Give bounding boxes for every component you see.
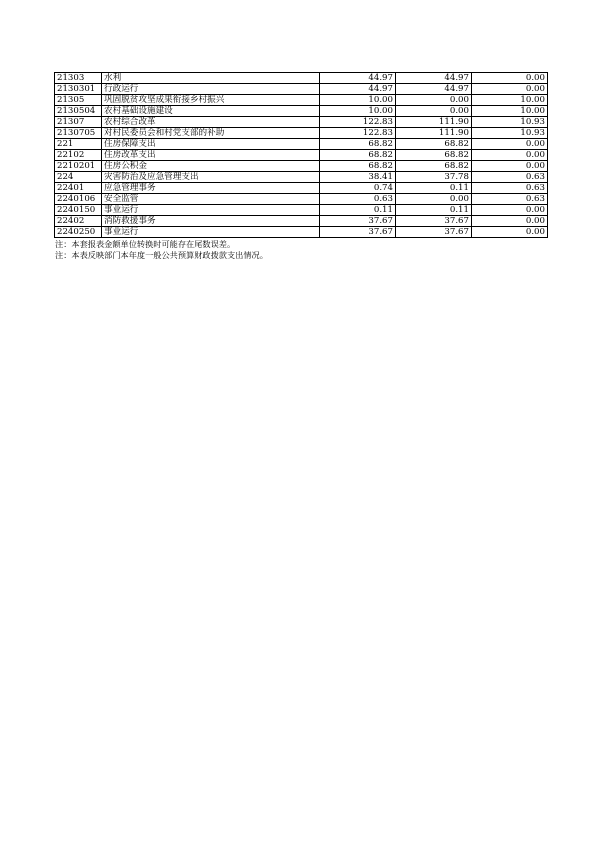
table-row (55, 84, 548, 95)
footnote-scope: 注：本表反映部门本年度一般公共预算财政拨款支出情况。 (55, 249, 268, 260)
subject-name-cell: 事业运行 (102, 227, 320, 238)
basic-expenditure-cell: 68.82 (396, 139, 472, 150)
project-expenditure-cell: 0.63 (472, 183, 548, 194)
total-amount-cell: 37.67 (320, 216, 396, 227)
total-amount-cell: 0.63 (320, 194, 396, 205)
total-amount-cell: 68.82 (320, 150, 396, 161)
subject-code-cell: 21305 (55, 95, 102, 106)
table-row (55, 205, 548, 216)
project-expenditure-cell: 0.00 (472, 150, 548, 161)
subject-name-cell: 对村民委员会和村党支部的补助 (102, 128, 320, 139)
subject-name-cell: 住房改革支出 (102, 150, 320, 161)
subject-name-cell: 应急管理事务 (102, 183, 320, 194)
subject-name-cell: 住房保障支出 (102, 139, 320, 150)
project-expenditure-cell: 0.00 (472, 73, 548, 84)
basic-expenditure-cell: 37.67 (396, 216, 472, 227)
total-amount-cell: 44.97 (320, 84, 396, 95)
project-expenditure-cell: 0.00 (472, 161, 548, 172)
subject-name-cell: 安全监管 (102, 194, 320, 205)
project-expenditure-cell: 10.93 (472, 128, 548, 139)
project-expenditure-cell: 0.00 (472, 216, 548, 227)
footnotes (54, 239, 548, 260)
total-amount-cell: 68.82 (320, 161, 396, 172)
table-row (55, 161, 548, 172)
project-expenditure-cell: 0.00 (472, 227, 548, 238)
total-amount-cell: 44.97 (320, 73, 396, 84)
table-row (55, 128, 548, 139)
table-row (55, 117, 548, 128)
table-row (55, 106, 548, 117)
project-expenditure-cell: 0.00 (472, 205, 548, 216)
table-row (55, 194, 548, 205)
table-row (55, 150, 548, 161)
subject-code-cell: 22401 (55, 183, 102, 194)
basic-expenditure-cell: 0.11 (396, 205, 472, 216)
basic-expenditure-cell: 44.97 (396, 73, 472, 84)
basic-expenditure-cell: 0.11 (396, 183, 472, 194)
subject-code-cell: 224 (55, 172, 102, 183)
subject-name-cell: 水利 (102, 73, 320, 84)
subject-name-cell: 巩固脱贫攻坚成果衔接乡村振兴 (102, 95, 320, 106)
subject-name-cell: 事业运行 (102, 205, 320, 216)
basic-expenditure-cell: 111.90 (396, 117, 472, 128)
project-expenditure-cell: 0.63 (472, 194, 548, 205)
total-amount-cell: 122.83 (320, 128, 396, 139)
project-expenditure-cell: 10.93 (472, 117, 548, 128)
subject-name-cell: 农村综合改革 (102, 117, 320, 128)
subject-code-cell: 2130504 (55, 106, 102, 117)
subject-name-cell: 消防救援事务 (102, 216, 320, 227)
basic-expenditure-cell: 0.00 (396, 194, 472, 205)
total-amount-cell: 122.83 (320, 117, 396, 128)
total-amount-cell: 38.41 (320, 172, 396, 183)
budget-sheet (54, 72, 548, 260)
subject-code-cell: 22402 (55, 216, 102, 227)
subject-code-cell: 21303 (55, 73, 102, 84)
basic-expenditure-cell: 68.82 (396, 150, 472, 161)
subject-name-cell: 住房公积金 (102, 161, 320, 172)
subject-name-cell: 行政运行 (102, 84, 320, 95)
total-amount-cell: 37.67 (320, 227, 396, 238)
basic-expenditure-cell: 37.67 (396, 227, 472, 238)
basic-expenditure-cell: 44.97 (396, 84, 472, 95)
subject-code-cell: 2130705 (55, 128, 102, 139)
subject-code-cell: 2210201 (55, 161, 102, 172)
basic-expenditure-cell: 37.78 (396, 172, 472, 183)
subject-name-cell: 农村基础设施建设 (102, 106, 320, 117)
subject-code-cell: 2130301 (55, 84, 102, 95)
total-amount-cell: 0.11 (320, 205, 396, 216)
table-row (55, 95, 548, 106)
table-row (55, 172, 548, 183)
footnote-rounding: 注：本套报表金额单位转换时可能存在尾数误差。 (55, 239, 236, 249)
project-expenditure-cell: 10.00 (472, 95, 548, 106)
project-expenditure-cell: 10.00 (472, 106, 548, 117)
table-row (55, 216, 548, 227)
basic-expenditure-cell: 111.90 (396, 128, 472, 139)
project-expenditure-cell: 0.00 (472, 139, 548, 150)
subject-code-cell: 221 (55, 139, 102, 150)
total-amount-cell: 10.00 (320, 106, 396, 117)
total-amount-cell: 68.82 (320, 139, 396, 150)
subject-code-cell: 22102 (55, 150, 102, 161)
project-expenditure-cell: 0.00 (472, 84, 548, 95)
basic-expenditure-cell: 68.82 (396, 161, 472, 172)
subject-code-cell: 2240150 (55, 205, 102, 216)
subject-code-cell: 2240250 (55, 227, 102, 238)
expenditure-table (54, 72, 548, 238)
table-row (55, 227, 548, 238)
subject-code-cell: 21307 (55, 117, 102, 128)
subject-code-cell: 2240106 (55, 194, 102, 205)
table-row (55, 139, 548, 150)
table-row (55, 73, 548, 84)
total-amount-cell: 10.00 (320, 95, 396, 106)
basic-expenditure-cell: 0.00 (396, 106, 472, 117)
total-amount-cell: 0.74 (320, 183, 396, 194)
basic-expenditure-cell: 0.00 (396, 95, 472, 106)
project-expenditure-cell: 0.63 (472, 172, 548, 183)
table-row (55, 183, 548, 194)
table-body (55, 73, 548, 238)
subject-name-cell: 灾害防治及应急管理支出 (102, 172, 320, 183)
